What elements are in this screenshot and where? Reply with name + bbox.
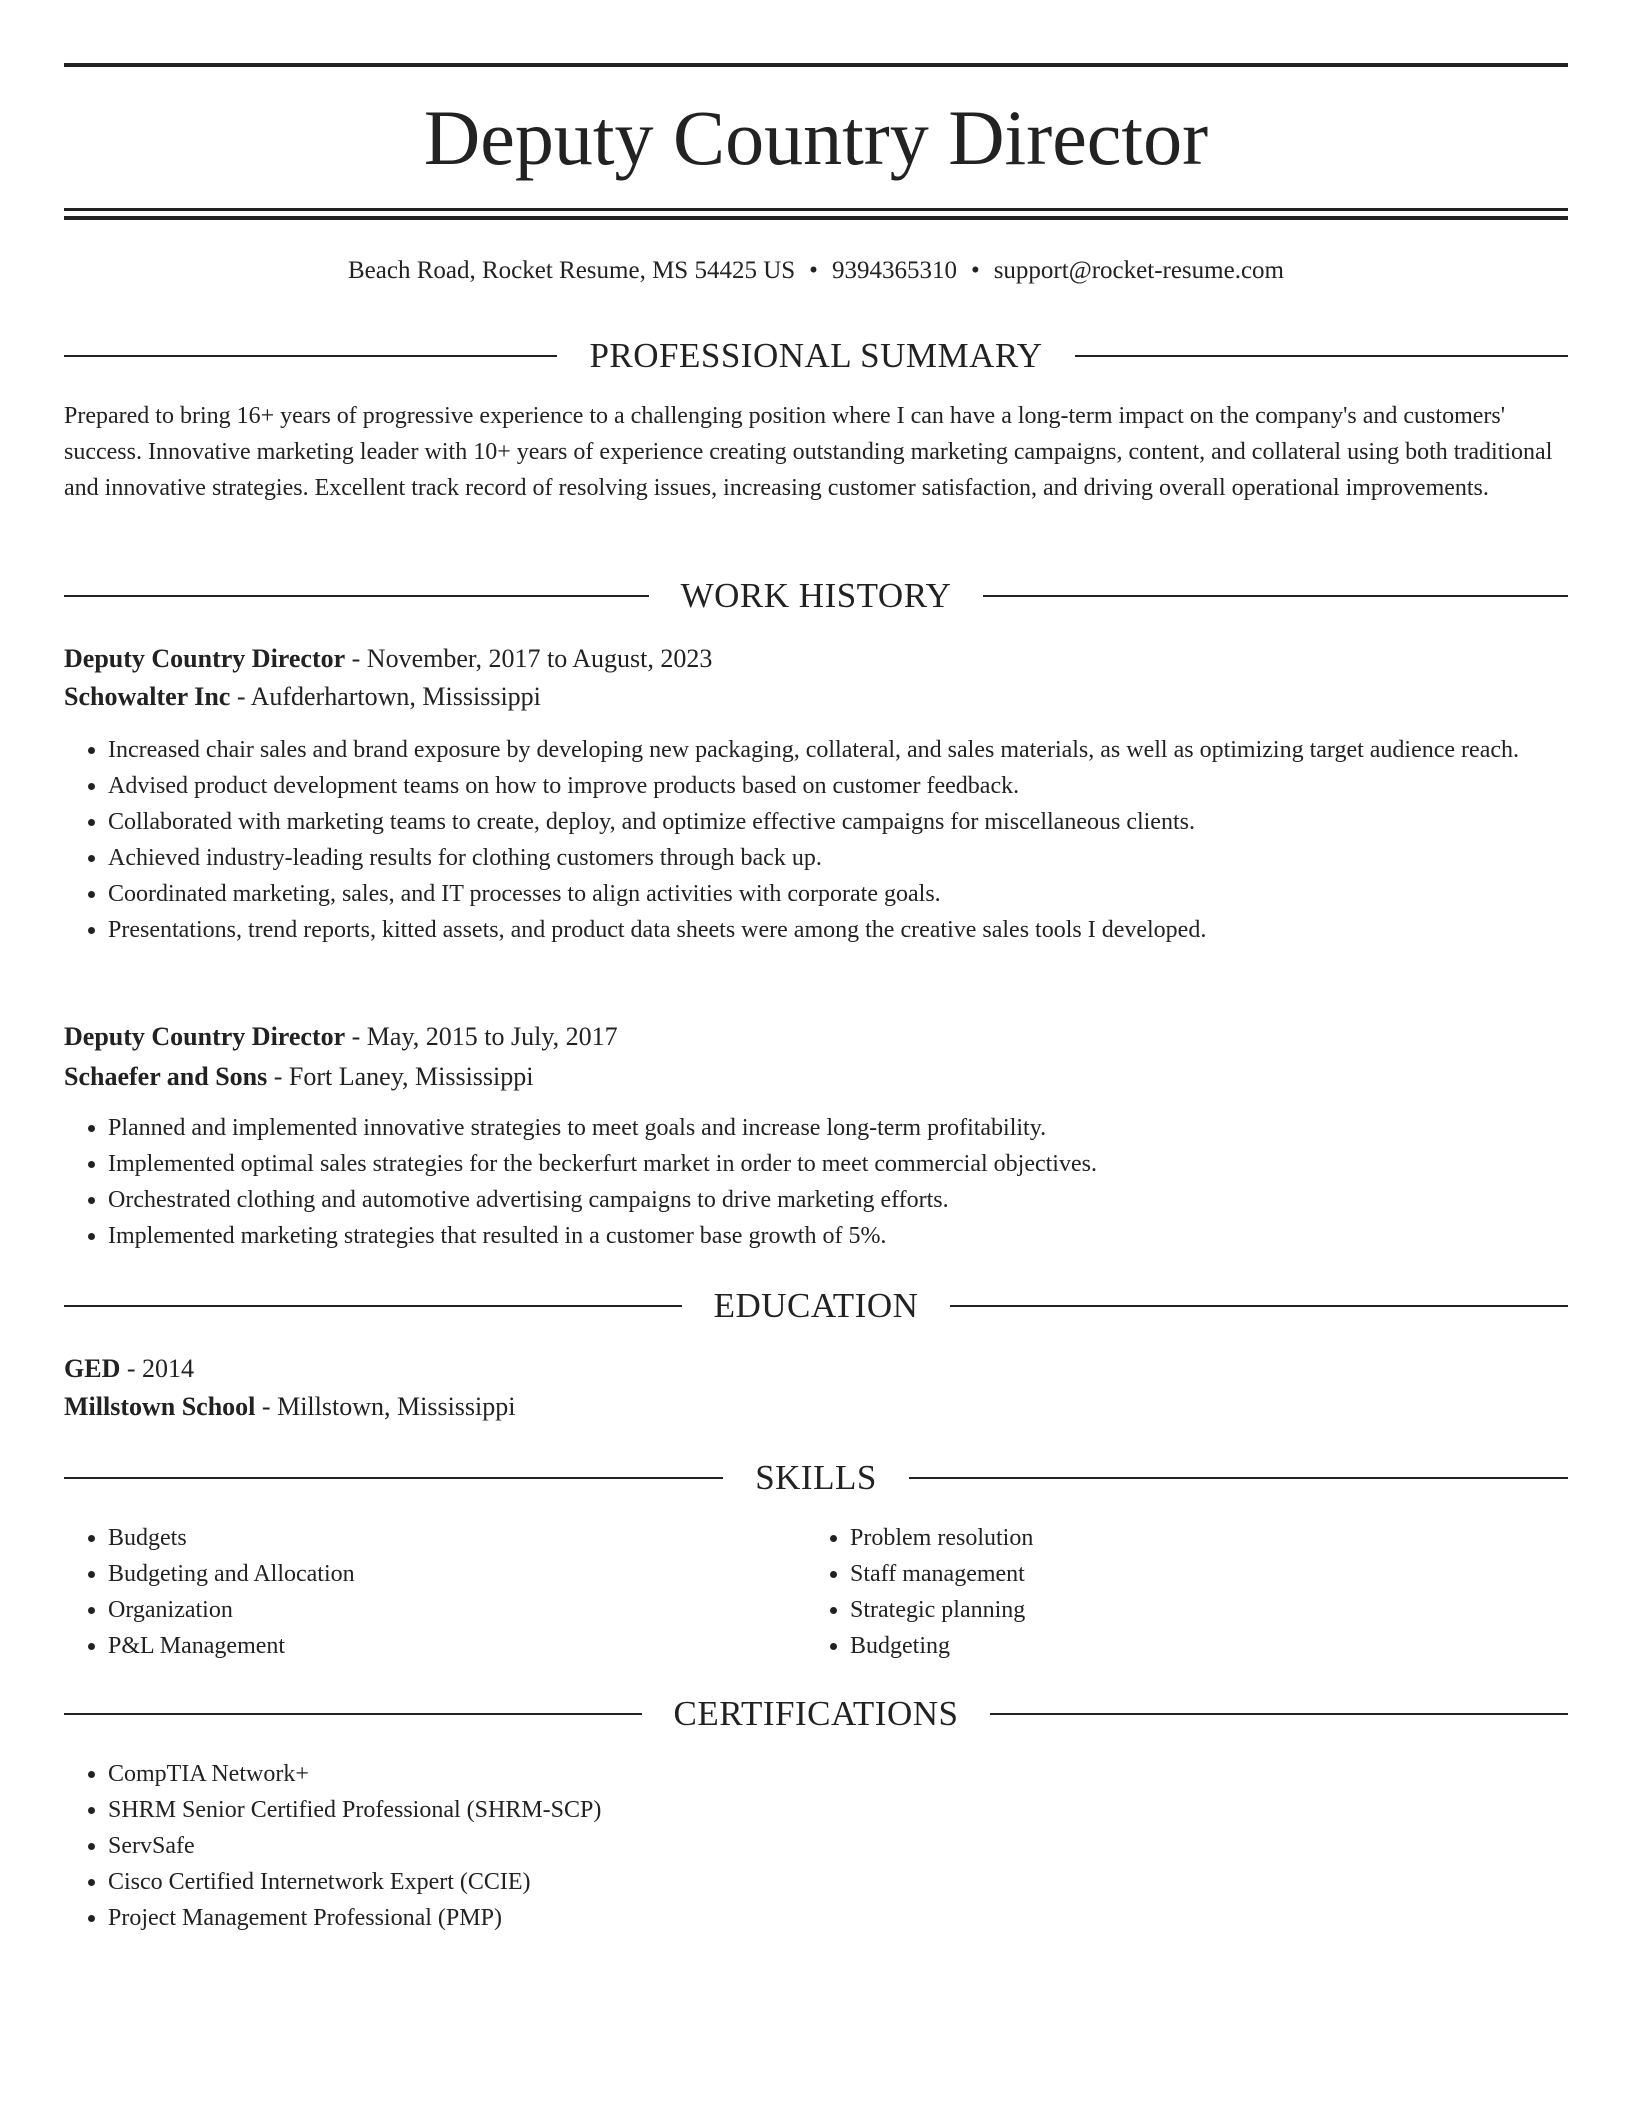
job-company: Schaefer and Sons [64, 1062, 268, 1091]
heading-rule-right [990, 1713, 1568, 1715]
job-title-line [64, 1018, 1568, 1056]
list-item: • Increased chair sales and brand exposure by developing new packaging, collateral, and sales materials, as well as optimizing target audience reach. [108, 732, 1568, 768]
section-heading-skills [64, 1456, 1568, 1500]
contact-address: Beach Road, Rocket Resume, MS 54425 US [347, 257, 796, 284]
skill-item: • Strategic planning [850, 1592, 1550, 1628]
certification-item: • Project Management Professional (PMP) [108, 1900, 1568, 1936]
job-title-line [64, 640, 1568, 678]
heading-rule-left [64, 1477, 723, 1479]
section-title: PROFESSIONAL SUMMARY [589, 336, 1043, 375]
list-item: • Implemented marketing strategies that resulted in a customer base growth of 5%. [108, 1218, 1568, 1254]
section-title: CERTIFICATIONS [673, 1694, 959, 1733]
skill-item: • Budgeting [850, 1628, 1550, 1664]
skill-item: • Organization [108, 1592, 808, 1628]
skill-item: • Problem resolution [850, 1520, 1550, 1556]
job-company-line [64, 678, 1568, 716]
heading-rule-left [64, 595, 649, 597]
education-degree-line [64, 1350, 1568, 1388]
education-year: - 2014 [120, 1354, 195, 1383]
job-title: Deputy Country Director [64, 644, 346, 673]
contact-separator: • [809, 257, 818, 284]
section-title: SKILLS [755, 1458, 877, 1497]
list-item: • Planned and implemented innovative strategies to meet goals and increase long-term profitability. [108, 1110, 1568, 1146]
job-company: Schowalter Inc [64, 682, 231, 711]
job-title: Deputy Country Director [64, 1022, 346, 1051]
skill-item: • Budgeting and Allocation [108, 1556, 808, 1592]
list-item: • Implemented optimal sales strategies for the beckerfurt market in order to meet commercial objectives. [108, 1146, 1568, 1182]
contact-separator: • [970, 257, 980, 284]
list-item: • Coordinated marketing, sales, and IT processes to align activities with corporate goals. [108, 876, 1568, 912]
resume-title: Deputy Country Director [423, 94, 1209, 181]
certifications-list [64, 1756, 1568, 1936]
heading-rule-right [950, 1305, 1568, 1307]
skills-list-left [64, 1520, 808, 1664]
heading-rule-right [909, 1477, 1568, 1479]
job-bullets [64, 1110, 1568, 1254]
summary-text: Prepared to bring 16+ years of progressive experience to a challenging position where I can have a long-term impact on the company's and customers' success. Innovative marketing leader with 10+ years of experience creating outstanding marketing campaigns, content, and collateral using both traditional and innovative strategies. Excellent track record of resolving issues, increasing customer satisfaction, and driving overall operational improvements. [64, 403, 1553, 501]
skills-list-right [806, 1520, 1550, 1664]
contact-email: support@rocket-resume.com [993, 257, 1284, 284]
list-item: • Presentations, trend reports, kitted assets, and product data sheets were among the creative sales tools I developed. [108, 912, 1568, 948]
education-location: - Millstown, Mississippi [255, 1392, 516, 1421]
education-school: Millstown School [64, 1392, 256, 1421]
section-title: EDUCATION [713, 1286, 919, 1325]
job-dates: - May, 2015 to July, 2017 [345, 1022, 618, 1051]
job-bullets [64, 732, 1568, 948]
job-location: - Aufderhartown, Mississippi [230, 682, 541, 711]
heading-rule-left [64, 1713, 642, 1715]
job-location: - Fort Laney, Mississippi [267, 1062, 534, 1091]
education-school-line [64, 1388, 1568, 1426]
certification-item: • Cisco Certified Internetwork Expert (CCIE) [108, 1864, 1568, 1900]
heading-rule-left [64, 1305, 682, 1307]
section-heading-work-history [64, 574, 1568, 618]
section-heading-summary [64, 334, 1568, 378]
list-item: • Orchestrated clothing and automotive advertising campaigns to drive marketing efforts. [108, 1182, 1568, 1218]
header-top-rule [64, 63, 1568, 67]
skill-item: • P&L Management [108, 1628, 808, 1664]
heading-rule-left [64, 355, 557, 357]
certification-item: • CompTIA Network+ [108, 1756, 1568, 1792]
skill-item: • Staff management [850, 1556, 1550, 1592]
header-double-rule-upper [64, 208, 1568, 211]
job-dates: - November, 2017 to August, 2023 [345, 644, 713, 673]
skill-item: • Budgets [108, 1520, 808, 1556]
contact-phone: 9394365310 [831, 257, 957, 284]
section-heading-education [64, 1284, 1568, 1328]
list-item: • Advised product development teams on how to improve products based on customer feedback. [108, 768, 1568, 804]
heading-rule-right [983, 595, 1568, 597]
section-heading-certifications [64, 1692, 1568, 1736]
list-item: • Collaborated with marketing teams to create, deploy, and optimize effective campaigns for miscellaneous clients. [108, 804, 1568, 840]
heading-rule-right [1075, 355, 1568, 357]
certification-item: • SHRM Senior Certified Professional (SHRM-SCP) [108, 1792, 1568, 1828]
certification-item: • ServSafe [108, 1828, 1568, 1864]
education-degree: GED [64, 1354, 121, 1383]
contact-line [64, 254, 1568, 288]
job-company-line [64, 1058, 1568, 1096]
header-double-rule-lower [64, 216, 1568, 220]
list-item: • Achieved industry-leading results for clothing customers through back up. [108, 840, 1568, 876]
section-title: WORK HISTORY [680, 576, 952, 615]
